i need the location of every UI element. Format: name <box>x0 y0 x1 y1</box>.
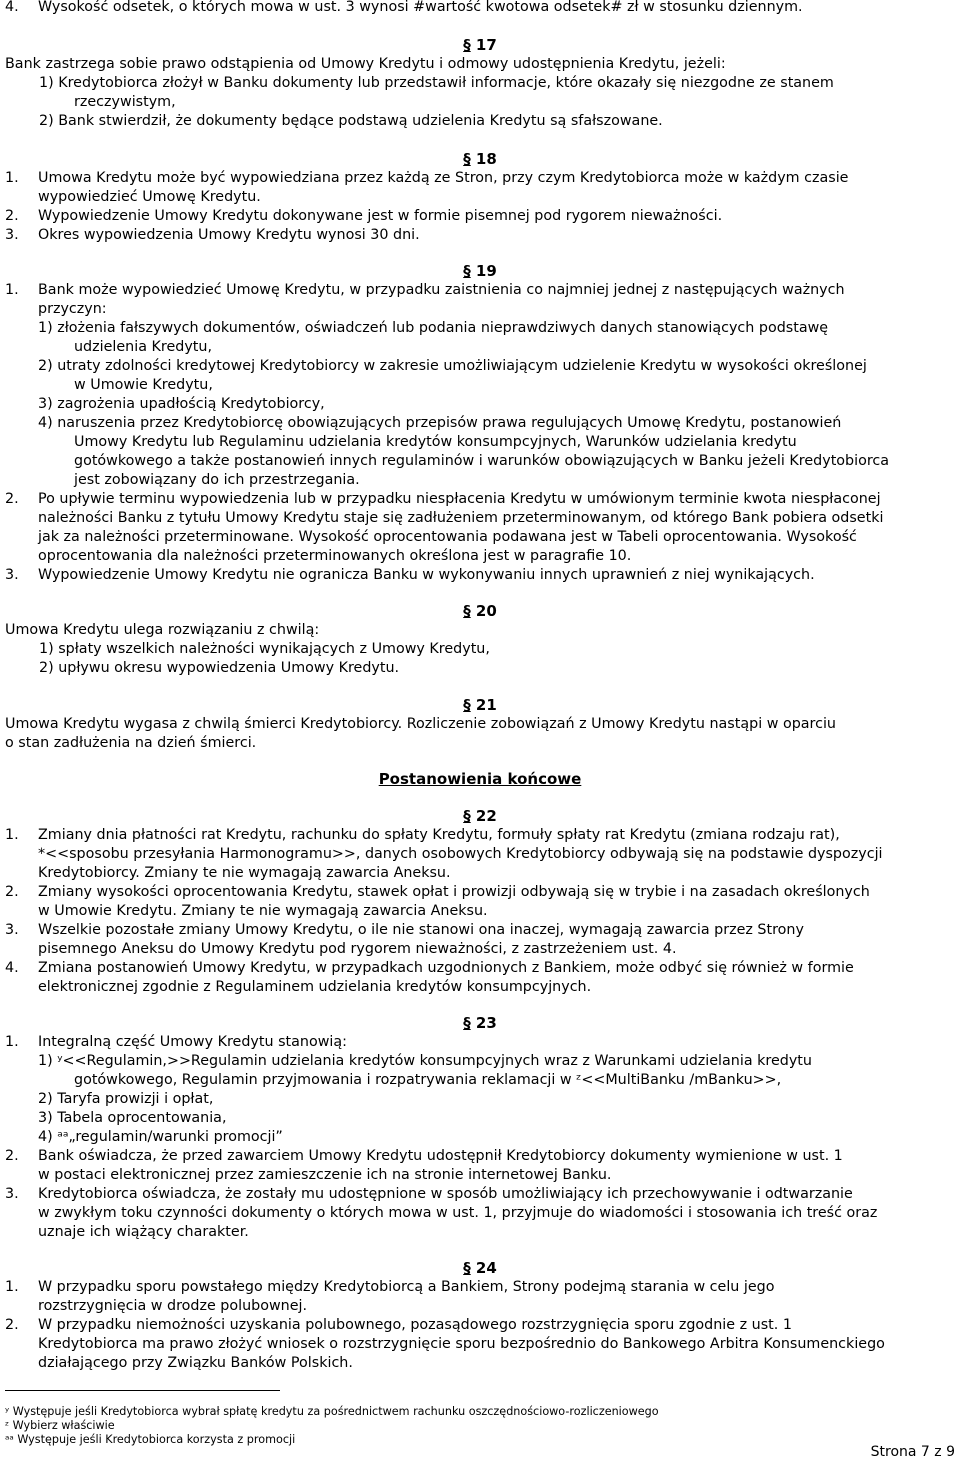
numbered-paragraph-line <box>5 959 854 978</box>
page-number: Strona 7 z 9 <box>870 1444 955 1460</box>
line-text: gotówkowego a także postanowień innych regulaminów i warunków obowiązujących w Banku jeżeli Kredytobiorca <box>74 453 890 469</box>
text-line <box>5 55 726 74</box>
section-heading: § 22 <box>463 807 497 825</box>
line-text: rozstrzygnięcia w drodze polubownej. <box>38 1298 308 1314</box>
line-text: Kredytobiorcy. Zmiany te nie wymagają zawarcia Aneksu. <box>38 865 451 881</box>
text-line <box>38 845 883 864</box>
section-heading: § 18 <box>463 150 497 168</box>
text-line <box>38 978 591 997</box>
item-number: 3. <box>5 1186 19 1202</box>
line-text: jest zobowiązany do ich przestrzegania. <box>74 472 360 488</box>
text-line <box>38 1204 877 1223</box>
item-number: 1. <box>5 282 19 298</box>
line-text: wypowiedzieć Umowę Kredytu. <box>38 189 261 205</box>
text-line <box>38 1223 249 1242</box>
line-text: działającego przy Związku Banków Polskich. <box>38 1355 353 1371</box>
text-line <box>74 471 360 490</box>
text-line <box>38 902 488 921</box>
text-line <box>38 1297 307 1316</box>
line-text: Bank zastrzega sobie prawo odstąpienia od Umowy Kredytu i odmowy udostępnienia Kredytu, jeżeli: <box>5 56 726 72</box>
text-line <box>38 509 883 528</box>
section-heading: § 19 <box>463 262 497 280</box>
item-number: 2. <box>5 1148 19 1164</box>
text-line <box>38 1052 812 1071</box>
section-heading: § 20 <box>463 602 497 620</box>
text-line <box>39 659 399 678</box>
numbered-paragraph-line <box>5 226 420 245</box>
section-heading: § 21 <box>463 696 497 714</box>
text-line <box>38 1354 353 1373</box>
item-number: 4. <box>5 0 19 15</box>
text-line <box>38 357 867 376</box>
text-line <box>74 93 176 112</box>
text-line <box>38 940 677 959</box>
text-line <box>5 715 836 734</box>
line-text: w postaci elektronicznej przez zamieszczenie ich na stronie internetowej Banku. <box>38 1167 612 1183</box>
numbered-paragraph-line <box>5 490 881 509</box>
line-text: przyczyn: <box>38 301 107 317</box>
line-text: uznaje ich wiążący charakter. <box>38 1224 249 1240</box>
item-number: 4. <box>5 960 19 976</box>
line-text: oprocentowania dla należności przeterminowanych określona jest w paragrafie 10. <box>38 548 632 564</box>
line-text: Wypowiedzenie Umowy Kredytu dokonywane jest w formie pisemnej pod rygorem nieważności. <box>38 208 723 224</box>
line-text: 4) naruszenia przez Kredytobiorcę obowiązujących przepisów prawa regulujących Umowę Kredytu, postanowień <box>38 415 842 431</box>
line-text: należności Banku z tytułu Umowy Kredytu staje się zadłużeniem przeterminowanym, od którego Bank pobiera odsetki <box>38 510 884 526</box>
line-text: w Umowie Kredytu, <box>74 377 213 393</box>
text-line <box>5 734 256 753</box>
item-number: 3. <box>5 567 19 583</box>
line-text: 2) Taryfa prowizji i opłat, <box>38 1091 214 1107</box>
line-text: W przypadku sporu powstałego między Kredytobiorcą a Bankiem, Strony podejmą starania w celu jego <box>38 1279 775 1295</box>
numbered-paragraph-line <box>5 1033 347 1052</box>
line-text: w Umowie Kredytu. Zmiany te nie wymagają zawarcia Aneksu. <box>38 903 488 919</box>
line-text: Bank oświadcza, że przed zawarciem Umowy Kredytu udostępnił Kredytobiorcy dokumenty wymienione w ust. 1 <box>38 1148 843 1164</box>
line-text: Kredytobiorca oświadcza, że zostały mu udostępnione w sposób umożliwiający ich przechowywanie i odtwarzanie <box>38 1186 853 1202</box>
numbered-paragraph-line <box>5 566 815 585</box>
line-text: 2) utraty zdolności kredytowej Kredytobiorcy w zakresie umożliwiającym udzielenie Kredytu w wysokości określonej <box>38 358 867 374</box>
line-text: pisemnego Aneksu do Umowy Kredytu pod rygorem nieważności, z zastrzeżeniem ust. 4. <box>38 941 677 957</box>
numbered-paragraph-line <box>5 0 803 17</box>
footnote: ᵃᵃ Występuje jeśli Kredytobiorca korzysta z promocji <box>5 1433 296 1446</box>
item-number: 1. <box>5 170 19 186</box>
numbered-paragraph-line <box>5 207 722 226</box>
line-text: 1) spłaty wszelkich należności wynikających z Umowy Kredytu, <box>39 641 490 657</box>
numbered-paragraph-line <box>5 921 804 940</box>
numbered-paragraph-line <box>5 1278 775 1297</box>
text-line <box>38 1335 885 1354</box>
line-text: 2) upływu okresu wypowiedzenia Umowy Kredytu. <box>39 660 400 676</box>
item-number: 2. <box>5 884 19 900</box>
section-heading: § 24 <box>463 1259 497 1277</box>
numbered-paragraph-line <box>5 1316 792 1335</box>
line-text: 3) Tabela oprocentowania, <box>38 1110 227 1126</box>
numbered-paragraph-line <box>5 883 870 902</box>
item-number: 2. <box>5 491 19 507</box>
numbered-paragraph-line <box>5 1185 853 1204</box>
text-line <box>74 433 797 452</box>
line-text: Wypowiedzenie Umowy Kredytu nie ogranicza Banku w wykonywaniu innych uprawnień z niej wynikających. <box>38 567 815 583</box>
text-line <box>38 300 107 319</box>
chapter-title: Postanowienia końcowe <box>378 770 582 788</box>
text-line <box>38 528 857 547</box>
line-text: Umowa Kredytu może być wypowiedziana przez każdą ze Stron, przy czym Kredytobiorca może w każdym czasie <box>38 170 849 186</box>
text-line <box>39 112 663 131</box>
text-line <box>38 395 325 414</box>
line-text: o stan zadłużenia na dzień śmierci. <box>5 735 257 751</box>
line-text: Okres wypowiedzenia Umowy Kredytu wynosi 30 dni. <box>38 227 420 243</box>
text-line <box>74 1071 781 1090</box>
text-line <box>39 640 490 659</box>
line-text: Wysokość odsetek, o których mowa w ust. 3 wynosi #wartość kwotowa odsetek# zł w stosunku dziennym. <box>38 0 803 15</box>
text-line <box>39 74 834 93</box>
line-text: Integralną część Umowy Kredytu stanowią: <box>38 1034 347 1050</box>
item-number: 1. <box>5 1034 19 1050</box>
line-text: 1) ʸ<<Regulamin,>>Regulamin udzielania kredytów konsumpcyjnych wraz z Warunkami udzielania kredytu <box>38 1053 812 1069</box>
item-number: 3. <box>5 227 19 243</box>
text-line <box>38 1109 227 1128</box>
text-line <box>38 547 631 566</box>
line-text: Bank może wypowiedzieć Umowę Kredytu, w przypadku zaistnienia co najmniej jednej z następujących ważnych <box>38 282 845 298</box>
line-text: 3) zagrożenia upadłością Kredytobiorcy, <box>38 396 325 412</box>
line-text: Po upływie terminu wypowiedzenia lub w przypadku niespłacenia Kredytu w umówionym terminie kwota niespłaconej <box>38 491 881 507</box>
line-text: rzeczywistym, <box>74 94 176 110</box>
text-line <box>38 188 261 207</box>
line-text: Zmiana postanowień Umowy Kredytu, w przypadkach uzgodnionych z Bankiem, może odbyć się również w formie <box>38 960 854 976</box>
line-text: Zmiany wysokości oprocentowania Kredytu, stawek opłat i prowizji odbywają się w trybie i na zasadach określonych <box>38 884 870 900</box>
line-text: 1) złożenia fałszywych dokumentów, oświadczeń lub podania nieprawdziwych danych stanowiących podstawę <box>38 320 829 336</box>
line-text: W przypadku niemożności uzyskania polubownego, pozasądowego rozstrzygnięcia sporu zgodnie z ust. 1 <box>38 1317 792 1333</box>
line-text: Umowy Kredytu lub Regulaminu udzielania kredytów konsumpcyjnych, Warunków udzielania kredytu <box>74 434 797 450</box>
numbered-paragraph-line <box>5 826 840 845</box>
line-text: *<<sposobu przesyłania Harmonogramu>>, danych osobowych Kredytobiorcy odbywają się na podstawie dyspozycji <box>38 846 883 862</box>
footnote-separator <box>5 1390 280 1391</box>
numbered-paragraph-line <box>5 1147 843 1166</box>
line-text: Zmiany dnia płatności rat Kredytu, rachunku do spłaty Kredytu, formuły spłaty rat Kredytu (zmiana rodzaju rat), <box>38 827 840 843</box>
numbered-paragraph-line <box>5 169 848 188</box>
text-line <box>38 414 841 433</box>
text-line <box>74 338 212 357</box>
text-line <box>38 864 451 883</box>
item-number: 3. <box>5 922 19 938</box>
line-text: udzielenia Kredytu, <box>74 339 212 355</box>
line-text: gotówkowego, Regulamin przyjmowania i rozpatrywania reklamacji w ᶻ<<MultiBanku /mBanku>>, <box>74 1072 782 1088</box>
item-number: 2. <box>5 208 19 224</box>
line-text: w zwykłym toku czynności dokumenty o których mowa w ust. 1, przyjmuje do wiadomości i stosowania ich treść oraz <box>38 1205 878 1221</box>
text-line <box>74 452 889 471</box>
line-text: 1) Kredytobiorca złożył w Banku dokumenty lub przedstawił informacje, które okazały się niezgodne ze stanem <box>39 75 834 91</box>
line-text: 4) ᵃᵃ„regulamin/warunki promocji” <box>38 1129 283 1145</box>
line-text: elektronicznej zgodnie z Regulaminem udzielania kredytów konsumpcyjnych. <box>38 979 592 995</box>
line-text: jak za należności przeterminowane. Wysokość oprocentowania podawana jest w Tabeli oprocentowania. Wysokość <box>38 529 857 545</box>
text-line <box>38 1166 611 1185</box>
text-line <box>38 1090 213 1109</box>
text-line <box>38 319 828 338</box>
numbered-paragraph-line <box>5 281 845 300</box>
footnote: ᶻ Wybierz właściwie <box>5 1419 115 1432</box>
line-text: Wszelkie pozostałe zmiany Umowy Kredytu, o ile nie stanowi ona inaczej, wymagają zawarcia przez Strony <box>38 922 804 938</box>
text-line <box>74 376 213 395</box>
line-text: Umowa Kredytu ulega rozwiązaniu z chwilą: <box>5 622 320 638</box>
line-text: Umowa Kredytu wygasa z chwilą śmierci Kredytobiorcy. Rozliczenie zobowiązań z Umowy Kredytu nastąpi w oparciu <box>5 716 836 732</box>
footnote: ʸ Występuje jeśli Kredytobiorca wybrał spłatę kredytu za pośrednictwem rachunku oszczędnościowo-rozliczeniowego <box>5 1405 659 1418</box>
item-number: 1. <box>5 827 19 843</box>
item-number: 2. <box>5 1317 19 1333</box>
line-text: 2) Bank stwierdził, że dokumenty będące podstawą udzielenia Kredytu są sfałszowane. <box>39 113 663 129</box>
text-line <box>38 1128 283 1147</box>
section-heading: § 23 <box>463 1014 497 1032</box>
section-heading: § 17 <box>463 36 497 54</box>
text-line <box>5 621 319 640</box>
item-number: 1. <box>5 1279 19 1295</box>
line-text: Kredytobiorca ma prawo złożyć wniosek o rozstrzygnięcie sporu bezpośrednio do Bankowego Arbitra Konsumenckiego <box>38 1336 885 1352</box>
